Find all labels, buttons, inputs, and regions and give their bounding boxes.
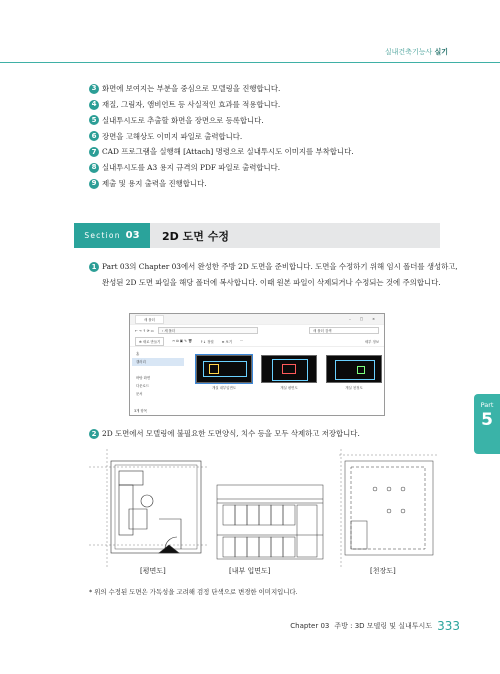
file-name: 개실 평면도 [280,386,298,390]
step-text: 화면에 보여지는 부분을 중심으로 모델링을 진행합니다. [102,84,281,94]
explorer-titlebar [130,314,384,325]
file-thumbnail [326,355,382,390]
cad-drawings [89,449,441,569]
figure-note: * 위의 수정된 도면은 가독성을 고려해 검정 단색으로 변경한 이미지입니다. [89,588,298,596]
paragraph-text: 2D 도면에서 모델링에 불필요한 도면양식, 치수 등을 모두 삭제하고 저장합니다. [102,429,360,438]
ceiling-plan-drawing [339,449,439,567]
section-tag [74,223,150,248]
instruction-paragraph [89,426,459,442]
part-label: Part [480,401,494,409]
more-icon: ··· [240,339,244,343]
footer-chapter: Chapter 03 [290,622,330,630]
cad-preview-image [326,355,382,383]
figure-caption: [천장도] [370,567,396,575]
page-footer [290,619,460,633]
file-thumbnail [196,355,252,390]
step-text: 실내투시도로 추출할 화면을 장면으로 등록합니다. [102,115,264,125]
figure-caption: [내부 입면도] [229,567,271,575]
step-item [89,144,449,160]
cad-preview-image [196,355,252,383]
toolbar-icons: ✂ ⧉ ▣ ✎ 🗑 [172,339,193,343]
step-text: 실내투시도를 A3 용지 규격의 PDF 파일로 출력합니다. [102,163,281,173]
file-name: 개실 천정도 [345,386,363,390]
sidebar-item: 문서 [136,392,143,396]
sidebar-item: 다운로드 [136,384,150,388]
instruction-paragraph [89,259,459,291]
file-name: 개실 내부입면도 [211,386,236,390]
status-bar: 3개 항목 [134,409,148,413]
cad-preview-image [261,355,317,383]
step-list [89,81,449,192]
explorer-tab: 새 폴더 [135,315,164,324]
section-heading [74,223,440,248]
step-number: 3 [89,84,99,94]
explorer-sidebar [132,350,184,398]
new-button: ⊕ 새로 만들기 [135,337,164,346]
interior-elevation-drawing [217,485,323,559]
step-item [89,160,449,176]
header-rule [0,62,500,63]
step-item [89,113,449,129]
step-text: 장면을 고해상도 이미지 파일로 출력합니다. [102,131,243,141]
step-text: 재질, 그림자, 앰비언트 등 사실적인 효과를 적용합니다. [102,99,281,109]
sidebar-item: 바탕 화면 [136,376,151,380]
step-number: 6 [89,131,99,141]
step-number: 7 [89,147,99,157]
search-field: 새 폴더 검색 [309,327,379,334]
file-thumbnails [196,355,382,390]
section-title: 2D 도면 수정 [162,230,229,243]
step-text: 제출 및 용지 출력을 진행합니다. [102,178,207,188]
sidebar-item: 갤러리 [132,358,184,366]
nav-arrows-icon: ← → ↑ ⟳ ▭ [135,328,154,333]
page-number: 333 [437,619,460,633]
address-field: › 새 폴더 [158,327,258,334]
part-number: 5 [481,410,493,430]
running-header: 실내건축기능사 실기 [384,48,448,56]
paragraph-text: Part 03의 Chapter 03에서 완성한 주방 2D 도면을 준비합니다. 도면을 수정하기 위해 임시 폴더를 생성하고, 완성된 2D 도면 파일을 해당 폴더에 복사합니다. 이때 원본 파일이 삭제되거나 수정되는 것에 주의합니다. [102,262,458,287]
step-number: 8 [89,163,99,173]
view-button: ≡ 보기 [221,339,233,344]
section-label: Section [84,231,121,240]
step-number: 2 [89,429,99,439]
step-number: 5 [89,115,99,125]
step-item [89,81,449,97]
step-item [89,128,449,144]
figure-caption: [평면도] [140,567,166,575]
file-explorer-screenshot [129,313,385,416]
sidebar-item [132,366,184,374]
step-text: CAD 프로그램을 실행해 [Attach] 명령으로 실내투시도 이미지를 부착합니다. [102,147,354,157]
sidebar-item: 홈 [136,352,140,356]
step-number: 9 [89,179,99,189]
floor-plan-drawing [89,449,209,567]
details-button: 세부 정보 [364,339,379,344]
footer-title: 주방 : 3D 모델링 및 실내투시도 [334,622,433,630]
step-item [89,176,449,192]
section-number: 03 [125,230,140,241]
explorer-addressbar [130,325,384,336]
window-controls: – □ × [349,317,379,321]
file-thumbnail [261,355,317,390]
explorer-toolbar [130,336,384,347]
sort-button: ↑↓ 정렬 [200,339,214,344]
step-number: 4 [89,100,99,110]
step-number: 1 [89,262,99,272]
part-tab [474,394,500,454]
step-item [89,97,449,113]
